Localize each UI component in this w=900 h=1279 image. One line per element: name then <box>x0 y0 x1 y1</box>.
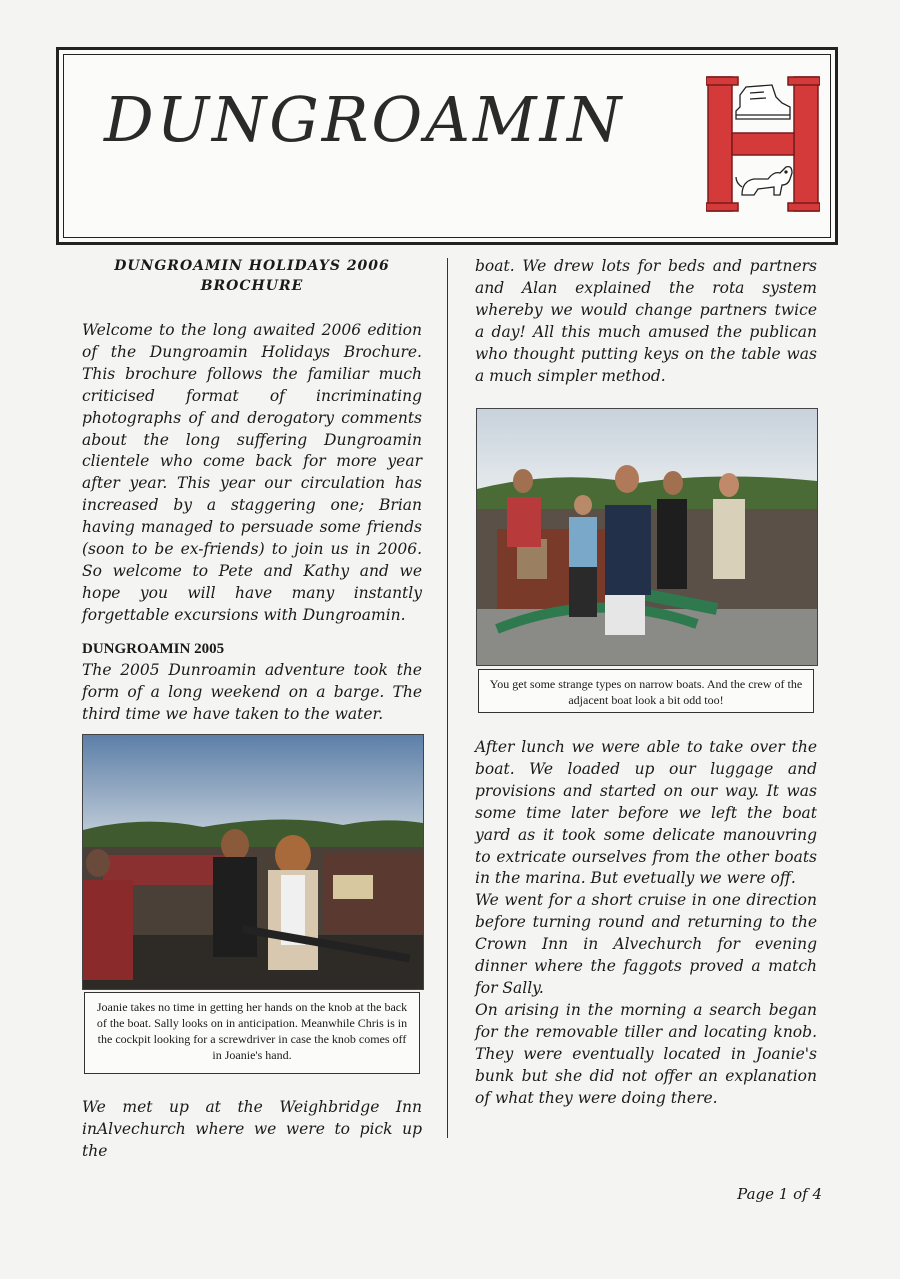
right-photo-caption: You get some strange types on narrow boats. And the crew of the adjacent boat look a bit odd too! <box>478 669 814 713</box>
brochure-title <box>82 256 422 296</box>
right-column-bottom <box>475 737 817 1109</box>
photo-narrow-boat-crew-image <box>477 409 817 665</box>
left-photo-caption: Joanie takes no time in getting her hands on the knob at the back of the boat. Sally looks on in anticipation. Meanwhile Chris is in the cockpit looking for a screwdriver in case the knob comes off in Joanie's hand. <box>84 992 420 1074</box>
closing-paragraph: We met up at the Weighbridge Inn inAlvechurch where we were to pick up the <box>82 1098 422 1160</box>
left-column-closing <box>82 1097 422 1163</box>
intro-paragraph: Welcome to the long awaited 2006 edition of the Dungroamin Holidays Brochure. This brochure follows the familiar much criticised format of incriminating photographs of and derogatory comments about the long suffering Dungroamin clientele who come back for more year after year. This year our circulation has increased by a staggering one; Brian having managed to persuade some friends (soon to be ex-friends) to join us in 2006. So welcome to Pete and Kathy and we hope you will have many instantly forgettable excursions with Dungroamin. <box>82 321 422 624</box>
photo-joanie-at-tiller-image <box>83 735 423 989</box>
photo-joanie-at-tiller <box>82 734 424 990</box>
after-lunch-paragraph: After lunch we were able to take over the boat. We loaded up our luggage and provisions and started on our way. It was some time later before we left the boat yard as it took some delicate manouvring to extricate ourselves from the other boats in the marina. But evetually we were off. <box>475 738 817 888</box>
boot-icon <box>736 85 790 119</box>
right-column-top <box>475 256 817 387</box>
masthead <box>56 47 838 245</box>
brochure-title-line2: BROCHURE <box>200 278 304 294</box>
page-number: Page 1 of 4 <box>737 1185 822 1203</box>
left-column <box>82 256 422 725</box>
section-heading-2005: DUNGROAMIN 2005 <box>82 640 225 657</box>
dungroamin-h-logo <box>706 75 820 213</box>
brochure-title-line1: DUNGROAMIN HOLIDAYS 2006 <box>114 258 390 274</box>
masthead-title: DUNGROAMIN <box>104 83 625 156</box>
masthead-inner-border <box>63 54 831 238</box>
cruise-paragraph: We went for a short cruise in one direction before turning round and returning to the Crown Inn in Alvechurch for evening dinner where the faggots proved a match for Sally. <box>475 891 817 997</box>
dog-icon <box>736 167 792 195</box>
section-paragraph-2005: The 2005 Dunroamin adventure took the form of a long weekend on a barge. The third time we have taken to the water. <box>82 660 422 723</box>
morning-paragraph: On arising in the morning a search began for the removable tiller and locating knob. They were eventually located in Joanie's bunk but she did not offer an explanation of what they were doing there. <box>475 1000 817 1107</box>
continuation-paragraph: boat. We drew lots for beds and partners and Alan explained the rota system whereby we would change partners twice a day! All this much amused the publican who thought putting keys on the table was a much simpler method. <box>475 257 817 385</box>
column-divider <box>447 258 448 1138</box>
photo-narrow-boat-crew <box>476 408 818 666</box>
